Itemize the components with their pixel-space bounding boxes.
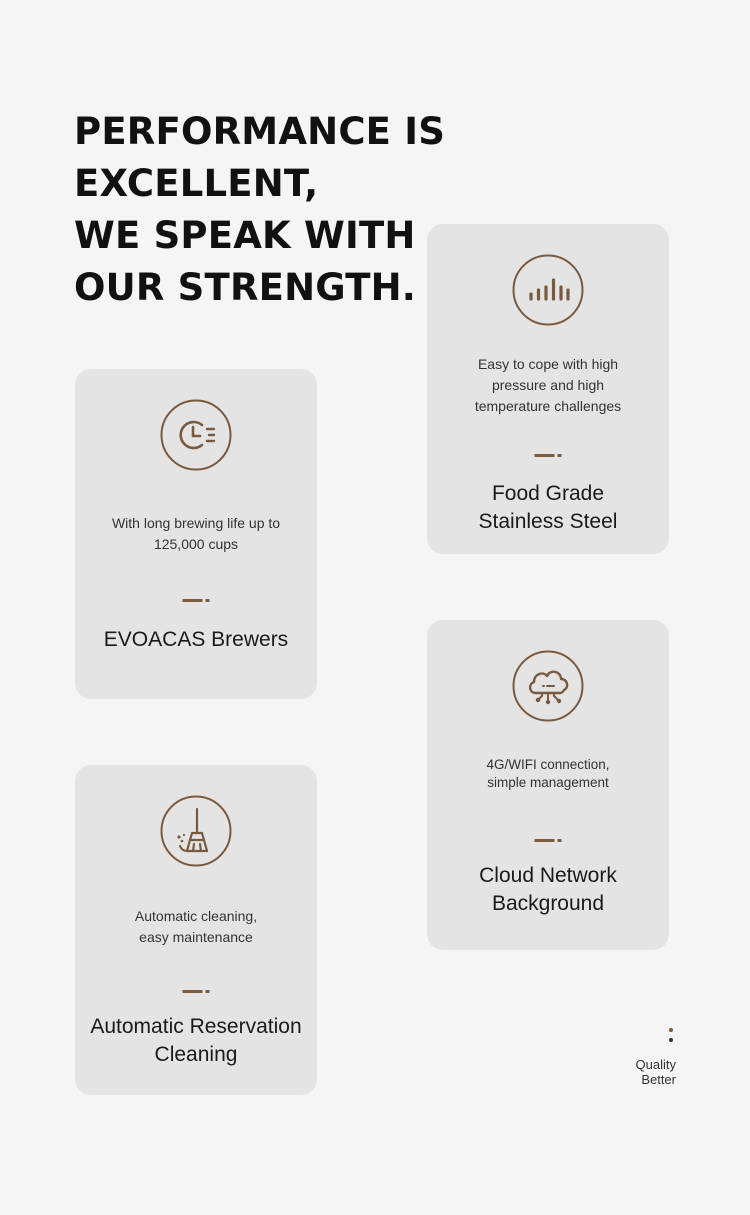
card-title-line: Food Grade <box>491 482 605 505</box>
accent-dash <box>183 990 210 993</box>
card-description-line: 125,000 cups <box>153 536 239 552</box>
card-description-line: Easy to cope with high <box>477 356 619 372</box>
quality-note-line-2: Better <box>641 1072 676 1087</box>
card-description-line: simple management <box>487 775 609 790</box>
card-description <box>85 906 307 948</box>
card-description <box>85 513 307 555</box>
card-title <box>79 1013 313 1069</box>
card-title-line: EVOACAS Brewers <box>103 628 289 651</box>
accent-dash <box>535 454 562 457</box>
quality-note <box>636 1028 676 1087</box>
card-description-line: easy maintenance <box>139 929 253 945</box>
page-headline <box>74 106 446 314</box>
card-title <box>431 480 665 536</box>
card-description-line: temperature challenges <box>474 398 622 414</box>
card-description-line: pressure and high <box>491 377 605 393</box>
card-title <box>431 862 665 918</box>
card-title <box>79 626 313 654</box>
card-title-line: Background <box>491 892 605 915</box>
card-description <box>437 756 659 792</box>
feature-card-stainless-steel <box>427 224 669 554</box>
card-title-line: Stainless Steel <box>478 510 618 533</box>
card-description-line: Automatic cleaning, <box>134 908 258 924</box>
feature-card-cloud-network <box>427 620 669 950</box>
accent-dash <box>183 599 210 602</box>
cloud-network-icon <box>512 650 584 722</box>
signal-bars-icon <box>512 254 584 326</box>
card-description-line: With long brewing life up to <box>111 515 281 531</box>
card-description <box>437 354 659 417</box>
card-title-line: Automatic Reservation <box>90 1015 302 1038</box>
feature-card-cleaning <box>75 765 317 1095</box>
headline-line-2: EXCELLENT, <box>74 162 319 205</box>
broom-cleaning-icon <box>160 795 232 867</box>
headline-line-1: PERFORMANCE IS <box>74 110 446 153</box>
quality-note-line-1: Quality <box>635 1057 676 1072</box>
headline-line-4: OUR STRENGTH. <box>74 266 417 309</box>
dot-marker <box>669 1028 674 1042</box>
clock-fast-icon <box>160 399 232 471</box>
card-title-line: Cloud Network <box>479 864 617 887</box>
accent-dash <box>535 839 562 842</box>
feature-card-brewers <box>75 369 317 699</box>
headline-line-3: WE SPEAK WITH <box>74 214 416 257</box>
card-title-line: Cleaning <box>154 1043 238 1066</box>
card-description-line: 4G/WIFI connection, <box>486 757 610 772</box>
